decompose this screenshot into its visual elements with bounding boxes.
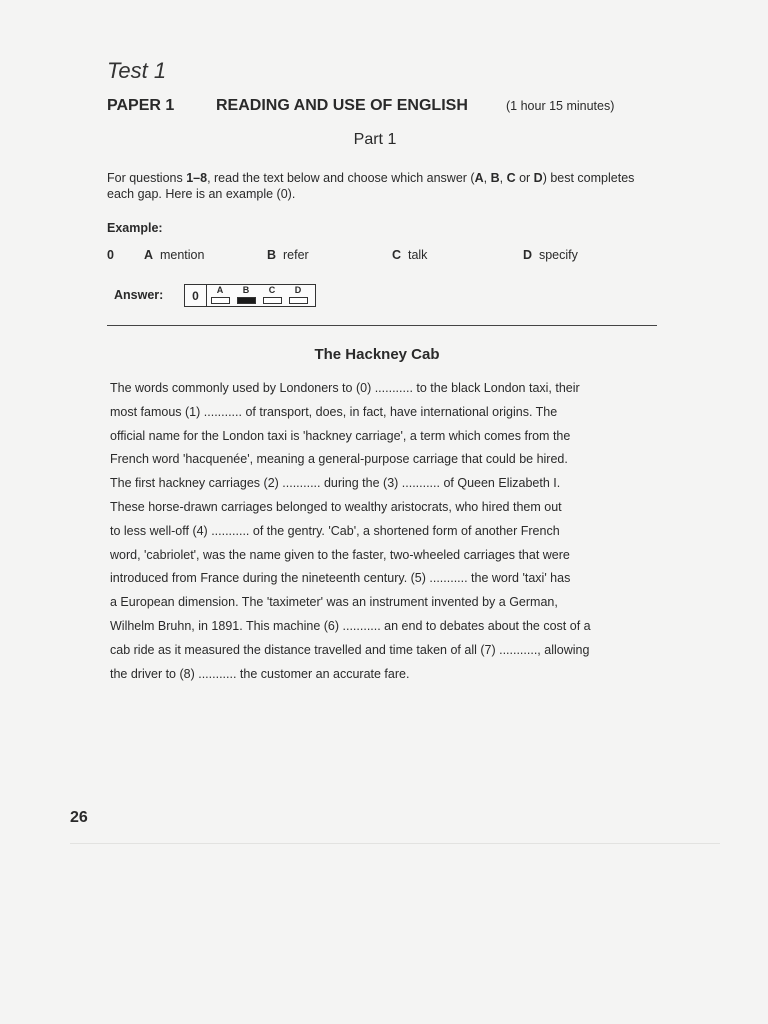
example-options [107, 248, 647, 266]
option-word: specify [538, 248, 578, 262]
instructions-sep: , [483, 171, 491, 185]
answer-option-c [261, 285, 283, 306]
instructions-end: ). [287, 187, 296, 201]
passage-line: French word 'hacquenée', meaning a general-purpose carriage that could be hired. [110, 452, 568, 467]
passage-line: introduced from France during the nineteenth century. (5) ........... the word 'taxi' has [110, 571, 571, 586]
instructions-opt-b: B [490, 171, 500, 185]
passage-line: most famous (1) ........... of transport, does, in fact, have international origins. The [110, 404, 558, 419]
instructions-prefix: For questions [107, 171, 187, 185]
instructions-range: 1–8 [186, 171, 208, 185]
test-title: Test 1 [107, 58, 167, 83]
option-letter: C [392, 248, 402, 262]
passage-line: to less well-off (4) ........... of the gentry. 'Cab', a shortened form of another French [110, 523, 560, 538]
answer-letter: A [216, 285, 224, 295]
instructions-opt-a: A [474, 171, 484, 185]
passage-line: The words commonly used by Londoners to (0) ........... to the black London taxi, their [110, 381, 580, 395]
example-label: Example: [107, 221, 163, 235]
footer-divider [70, 843, 720, 844]
passage-line: These horse-drawn carriages belonged to wealthy aristocrats, who hired them out [110, 499, 562, 514]
example-number-text: 0 [107, 248, 114, 262]
answer-box-b [237, 297, 256, 304]
answer-letter: D [294, 285, 302, 295]
example-option-a [144, 248, 204, 262]
passage-line: Wilhelm Bruhn, in 1891. This machine (6) ........... an end to debates about the cost of a [110, 618, 591, 633]
instructions-sep: , [499, 171, 507, 185]
paper-header [107, 97, 667, 119]
paper-name: READING AND USE OF ENGLISH [216, 97, 468, 114]
example-option-b [267, 248, 309, 262]
example-option-d [523, 248, 578, 262]
answer-option-a [209, 285, 231, 306]
passage-line: word, 'cabriolet', was the name given to the faster, two-wheeled carriages that were [110, 547, 570, 562]
answer-label: Answer: [114, 288, 164, 302]
instructions-example-num: 0 [280, 187, 288, 201]
page-number: 26 [70, 809, 88, 826]
answer-grid [184, 284, 316, 307]
section-divider [107, 325, 657, 326]
passage-line: the driver to (8) ........... the customer an accurate fare. [110, 666, 410, 681]
instructions-middle: , read the text below and choose which answer ( [207, 171, 475, 185]
option-word: mention [159, 248, 205, 262]
answer-letter: B [242, 285, 250, 295]
answer-letter: C [268, 285, 276, 295]
option-letter: B [267, 248, 277, 262]
passage-line: cab ride as it measured the distance travelled and time taken of all (7) ..........., allowing [110, 642, 590, 657]
answer-box-c [263, 297, 282, 304]
passage-line: The first hackney carriages (2) ........... during the (3) ........... of Queen Elizabeth I. [110, 476, 561, 491]
answer-option-b [235, 285, 257, 306]
answer-example [114, 284, 374, 308]
answer-box-d [289, 297, 308, 304]
option-letter: A [144, 248, 154, 262]
instructions [107, 170, 647, 202]
paper-time: (1 hour 15 minutes) [506, 99, 615, 113]
passage-title: The Hackney Cab [314, 346, 440, 363]
passage-line: official name for the London taxi is 'hackney carriage', a term which comes from the [110, 428, 571, 443]
instructions-opt-d: D [533, 171, 543, 185]
option-letter: D [523, 248, 533, 262]
instructions-opt-c: C [506, 171, 516, 185]
option-word: talk [407, 248, 428, 262]
example-number [107, 248, 114, 262]
passage-text [110, 378, 655, 687]
answer-number: 0 [185, 285, 207, 306]
part-title: Part 1 [353, 131, 397, 148]
answer-box-a [211, 297, 230, 304]
instructions-suffix: ) best completes each gap. Here is an example ( [107, 171, 635, 201]
option-word: refer [282, 248, 309, 262]
paper-label: PAPER 1 [107, 97, 175, 114]
example-option-c [392, 248, 427, 262]
answer-option-d [287, 285, 309, 306]
passage-line: a European dimension. The 'taximeter' was an instrument invented by a German, [110, 595, 558, 610]
instructions-or: or [515, 171, 534, 185]
